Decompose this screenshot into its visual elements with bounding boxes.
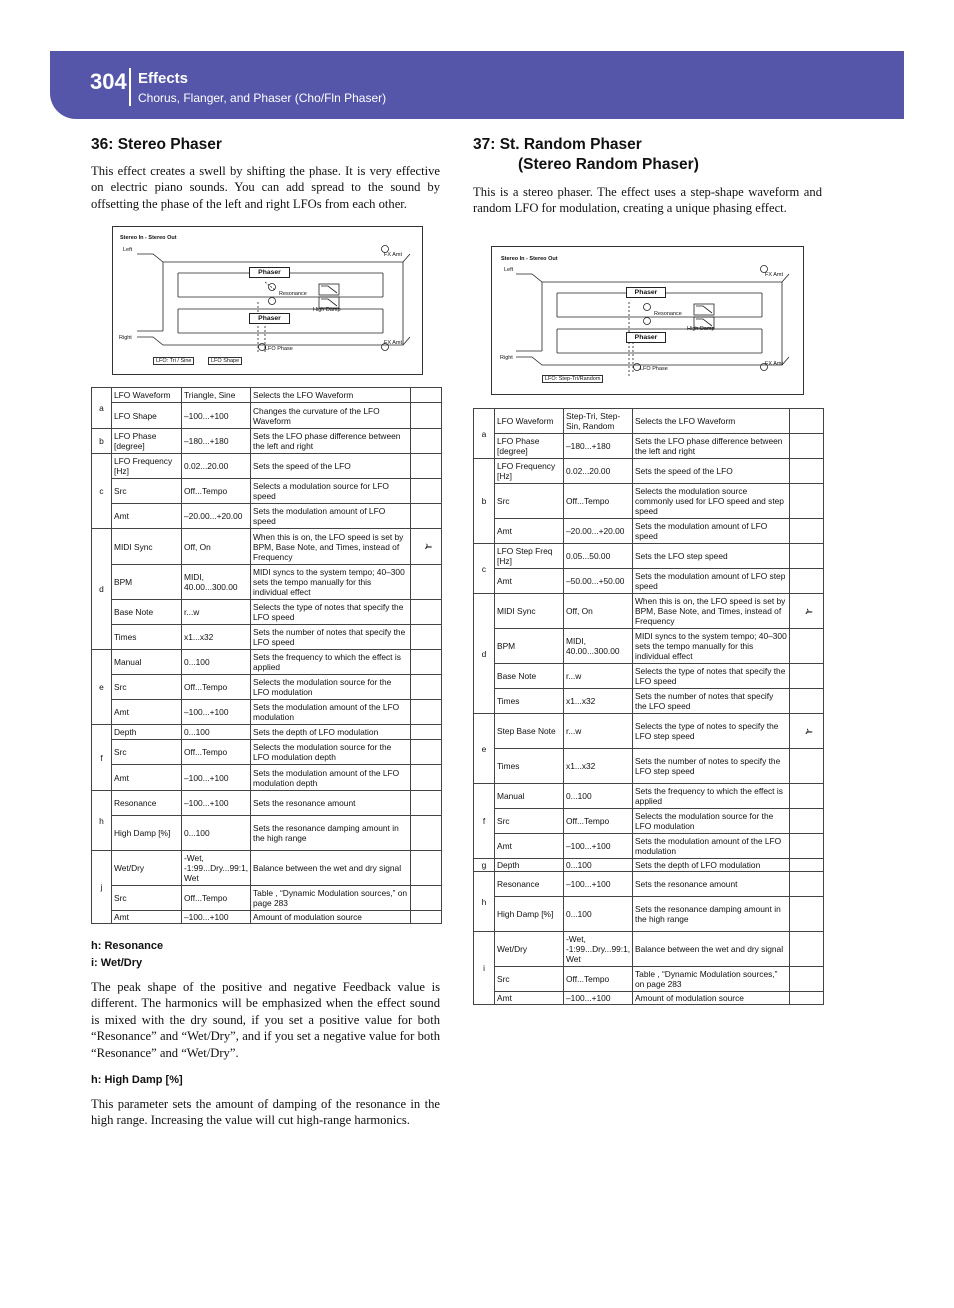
table-row [474,664,824,689]
table-row [92,740,442,765]
param-description: Selects the modulation source for the LFO modulation [633,809,790,834]
group-letter: a [92,388,112,429]
table-row [92,429,442,454]
icon-cell [411,816,442,851]
icon-cell [411,403,442,429]
table-row [474,484,824,519]
param-range: 0.05...50.00 [564,544,633,569]
param-description: Sets the resonance amount [251,791,411,816]
param-range: Off...Tempo [564,809,633,834]
table-row [474,872,824,897]
param-range: Off...Tempo [182,886,251,911]
param-description: Sets the modulation amount of the LFO modulation [633,834,790,859]
param-name: Src [495,967,564,992]
icon-cell [411,851,442,886]
table-row [92,479,442,504]
group-letter: d [92,529,112,650]
icon-cell [790,689,824,714]
param-range: –50.00...+50.00 [564,569,633,594]
param-description: MIDI syncs to the system tempo; 40–300 sets the tempo manually for this individual effect [633,629,790,664]
icon-cell [411,886,442,911]
param-range: Off...Tempo [182,479,251,504]
param-description: Sets the number of notes that specify the LFO speed [251,625,411,650]
param-description: Selects the modulation source for the LFO modulation [251,675,411,700]
param-name: High Damp [%] [112,816,182,851]
param-description: Sets the LFO phase difference between the left and right [251,429,411,454]
group-letter: f [92,725,112,791]
phaser-top-box: Phaser [626,287,666,298]
icon-cell [411,650,442,675]
param-description: Selects the LFO Waveform [251,388,411,403]
param-description: Sets the resonance damping amount in the high range [251,816,411,851]
lfo-wave-label: LFO: Step-Tri/Random [542,375,603,383]
param-range: x1...x32 [564,689,633,714]
resonance-paragraph: The peak shape of the positive and negative Feedback value is different. The harmonics will be emphasized when the effect sound is mixed with the dry sound, if you set a positive value for both “Resonance” and “Wet/Dry”, and if you set a negative value for both “Resonance” and “Wet/Dry”. [91,980,440,1060]
param-description: Balance between the wet and dry signal [633,932,790,967]
icon-cell [411,911,442,924]
param-name: Src [495,484,564,519]
icon-cell [790,749,824,784]
param-name: LFO Step Freq [Hz] [495,544,564,569]
param-name: Src [112,675,182,700]
high-damp-subheading: h: High Damp [%] [91,1074,183,1086]
icon-cell [790,629,824,664]
param-description: Balance between the wet and dry signal [251,851,411,886]
table-row [474,569,824,594]
table-row [92,765,442,791]
fx-amt-bottom-label: FX Amt [765,361,784,367]
icon-cell [790,714,824,749]
param-description: Sets the speed of the LFO [251,454,411,479]
table-row [92,675,442,700]
lfo-phase-label: LFO Phase [640,366,668,372]
param-name: Amt [495,519,564,544]
param-description: Table , “Dynamic Modulation sources,” on page 283 [633,967,790,992]
icon-cell [411,625,442,650]
param-description: Selects the modulation source for the LFO modulation depth [251,740,411,765]
param-name: LFO Frequency [Hz] [112,454,182,479]
page-header [50,51,904,119]
param-name: BPM [495,629,564,664]
icon-cell [790,859,824,872]
high-damp-label: High Damp [313,307,341,313]
table-row [92,565,442,600]
fx-amt-bottom-label: FX Amt [384,340,403,346]
param-name: Amt [495,834,564,859]
param-range: -Wet, -1:99...Dry...99:1, Wet [182,851,251,886]
param-name: Step Base Note [495,714,564,749]
param-name: Amt [112,911,182,924]
group-letter: f [474,784,495,859]
icon-cell [411,765,442,791]
right-channel-label: Right [500,355,513,361]
midi-sync-icon: ♪̶ [424,541,428,552]
group-letter: j [92,851,112,924]
table-row [474,932,824,967]
table-row [92,504,442,529]
param-name: Depth [495,859,564,872]
param-description: MIDI syncs to the system tempo; 40–300 sets the tempo manually for this individual effect [251,565,411,600]
param-description: Amount of modulation source [251,911,411,924]
table-row [474,409,824,434]
param-description: Selects the modulation source commonly used for LFO speed and step speed [633,484,790,519]
param-range: Off...Tempo [564,484,633,519]
param-range: r...w [564,714,633,749]
icon-cell [790,834,824,859]
header-divider [129,68,131,106]
param-name: Manual [495,784,564,809]
lfo-wave-label: LFO: Tri / Sine [153,357,194,365]
param-description: Amount of modulation source [633,992,790,1005]
signal-flow-graphic [113,227,424,376]
table-row [474,897,824,932]
high-damp-paragraph: This parameter sets the amount of damping of the resonance in the high range. Increasing the value will cut high-range harmonics. [91,1097,440,1128]
table-row [474,834,824,859]
icon-cell [790,992,824,1005]
table-row [92,388,442,403]
table-row [92,650,442,675]
group-letter: e [474,714,495,784]
table-row [92,454,442,479]
param-range: r...w [182,600,251,625]
param-range: 0...100 [182,816,251,851]
param-range: –100...+100 [564,872,633,897]
phaser-bottom-box: Phaser [626,332,666,343]
param-description: Sets the frequency to which the effect is applied [633,784,790,809]
icon-cell [411,504,442,529]
table-row [474,629,824,664]
param-description: Sets the speed of the LFO [633,459,790,484]
param-range: Off...Tempo [564,967,633,992]
table-row [92,625,442,650]
icon-cell [790,872,824,897]
param-name: Manual [112,650,182,675]
param-range: Step-Tri, Step-Sin, Random [564,409,633,434]
fx-amt-top-label: FX Amt [384,252,403,258]
param-name: Src [112,740,182,765]
random-phaser-diagram [491,246,804,395]
param-name: High Damp [%] [495,897,564,932]
param-description: Selects the LFO Waveform [633,409,790,434]
table-row [92,911,442,924]
stereo-phaser-parameter-table [91,387,442,924]
param-range: –180...+180 [564,434,633,459]
phaser-top-box: Phaser [249,267,290,278]
io-label: Stereo In - Stereo Out [120,235,177,241]
table-row [474,992,824,1005]
param-description: Sets the depth of LFO modulation [251,725,411,740]
stereo-phaser-diagram [112,226,423,375]
param-description: Sets the LFO phase difference between the left and right [633,434,790,459]
icon-cell [790,784,824,809]
lfo-shape-label: LFO Shape [208,357,242,365]
param-name: Times [495,689,564,714]
table-row [474,784,824,809]
param-range: –180...+180 [182,429,251,454]
param-range: -Wet, -1:99...Dry...99:1, Wet [564,932,633,967]
param-name: Amt [112,765,182,791]
section-title: Effects [138,70,189,87]
param-description: Sets the modulation amount of the LFO modulation [251,700,411,725]
group-letter: e [92,650,112,725]
param-name: Amt [112,504,182,529]
icon-cell [411,529,442,565]
icon-cell [411,388,442,403]
param-name: Resonance [495,872,564,897]
param-description: Selects a modulation source for LFO speed [251,479,411,504]
table-row [474,594,824,629]
group-letter: d [474,594,495,714]
table-row [92,886,442,911]
param-name: Amt [112,700,182,725]
lfo-phase-label: LFO Phase [265,346,293,352]
param-range: –100...+100 [182,791,251,816]
icon-cell [790,434,824,459]
table-row [474,544,824,569]
table-row [474,519,824,544]
group-letter: h [92,791,112,851]
right-channel-label: Right [119,335,132,341]
param-range: r...w [564,664,633,689]
param-range: –100...+100 [564,992,633,1005]
icon-cell [790,459,824,484]
table-row [474,459,824,484]
high-damp-label: High Damp [687,326,715,332]
signal-flow-graphic [492,247,805,396]
resonance-label: Resonance [279,291,307,297]
param-description: Selects the type of notes that specify the LFO speed [633,664,790,689]
icon-cell [411,600,442,625]
param-description: Changes the curvature of the LFO Waveform [251,403,411,429]
param-name: Wet/Dry [112,851,182,886]
param-description: Selects the type of notes that specify the LFO speed [251,600,411,625]
param-description: Sets the depth of LFO modulation [633,859,790,872]
section-subtitle: Chorus, Flanger, and Phaser (Cho/Fln Phaser) [138,91,387,105]
group-letter: c [92,454,112,529]
param-range: MIDI, 40.00...300.00 [182,565,251,600]
table-row [92,403,442,429]
param-name: Times [112,625,182,650]
param-range: –100...+100 [182,765,251,791]
param-name: Base Note [495,664,564,689]
param-name: Depth [112,725,182,740]
group-letter: c [474,544,495,594]
icon-cell [790,664,824,689]
group-letter: i [474,932,495,1005]
resonance-label: Resonance [654,311,682,317]
param-range: –100...+100 [182,700,251,725]
param-range: 0.02...20.00 [564,459,633,484]
fx-amt-top-label: FX Amt [765,272,784,278]
param-name: Amt [495,992,564,1005]
param-name: LFO Frequency [Hz] [495,459,564,484]
param-name: MIDI Sync [495,594,564,629]
table-row [92,600,442,625]
resonance-subheading: h: Resonance [91,940,164,952]
param-name: Amt [495,569,564,594]
random-phaser-title: 37: St. Random Phaser [473,136,642,153]
table-row [474,749,824,784]
icon-cell [790,409,824,434]
param-name: Src [112,886,182,911]
param-name: LFO Shape [112,403,182,429]
phaser-bottom-box: Phaser [249,313,290,324]
param-range: 0...100 [182,650,251,675]
icon-cell [790,594,824,629]
table-row [474,689,824,714]
icon-cell [411,791,442,816]
icon-cell [790,544,824,569]
icon-cell [790,967,824,992]
param-description: Sets the modulation amount of LFO speed [251,504,411,529]
param-range: 0...100 [564,859,633,872]
param-range: Triangle, Sine [182,388,251,403]
random-phaser-title-line2: (Stereo Random Phaser) [518,156,699,173]
icon-cell [411,479,442,504]
param-description: Sets the number of notes that specify the LFO speed [633,689,790,714]
table-row [92,816,442,851]
param-name: Wet/Dry [495,932,564,967]
table-row [92,851,442,886]
param-range: –100...+100 [182,403,251,429]
icon-cell [411,700,442,725]
random-phaser-intro: This is a stereo phaser. The effect uses a step-shape waveform and random LFO for modulation, creating a unique phasing effect. [473,185,822,216]
param-name: Times [495,749,564,784]
param-range: Off, On [564,594,633,629]
param-description: When this is on, the LFO speed is set by BPM, Base Note, and Times, instead of Frequency [251,529,411,565]
param-description: Sets the resonance damping amount in the high range [633,897,790,932]
icon-cell [411,454,442,479]
table-row [92,791,442,816]
table-row [474,714,824,749]
param-range: 0.02...20.00 [182,454,251,479]
param-description: Sets the modulation amount of LFO step speed [633,569,790,594]
random-phaser-parameter-table [473,408,824,1005]
param-range: –20.00...+20.00 [182,504,251,529]
param-name: Src [112,479,182,504]
icon-cell [790,897,824,932]
group-letter: b [474,459,495,544]
left-channel-label: Left [123,247,133,253]
table-row [474,434,824,459]
param-name: LFO Phase [degree] [495,434,564,459]
param-name: Resonance [112,791,182,816]
table-row [474,859,824,872]
group-letter: g [474,859,495,872]
table-row [92,725,442,740]
param-range: –100...+100 [182,911,251,924]
param-description: Sets the modulation amount of the LFO modulation depth [251,765,411,791]
stereo-phaser-intro: This effect creates a swell by shifting the phase. It is very effective on electric piano sounds. You can add spread to the sound by offsetting the phase of the left and right LFOs from each other. [91,164,440,211]
param-name: MIDI Sync [112,529,182,565]
param-name: LFO Waveform [495,409,564,434]
param-name: LFO Phase [degree] [112,429,182,454]
table-row [92,700,442,725]
param-range: 0...100 [564,897,633,932]
icon-cell [790,519,824,544]
page-number: 304 [90,69,127,94]
icon-cell [790,932,824,967]
param-name: LFO Waveform [112,388,182,403]
stereo-phaser-title: 36: Stereo Phaser [91,136,222,153]
param-name: Base Note [112,600,182,625]
param-range: –20.00...+20.00 [564,519,633,544]
icon-cell [790,484,824,519]
midi-sync-icon: ♪̶ [804,605,809,617]
wetdry-subheading: i: Wet/Dry [91,957,143,969]
param-range: 0...100 [564,784,633,809]
param-range: Off...Tempo [182,675,251,700]
param-description: Sets the resonance amount [633,872,790,897]
param-range: Off, On [182,529,251,565]
param-range: x1...x32 [182,625,251,650]
param-description: Sets the modulation amount of LFO speed [633,519,790,544]
left-channel-label: Left [504,267,514,273]
group-letter: h [474,872,495,932]
icon-cell [411,565,442,600]
icon-cell [790,809,824,834]
param-description: When this is on, the LFO speed is set by BPM, Base Note, and Times, instead of Frequency [633,594,790,629]
icon-cell [411,429,442,454]
icon-cell [411,675,442,700]
group-letter: a [474,409,495,459]
param-range: MIDI, 40.00...300.00 [564,629,633,664]
param-description: Sets the LFO step speed [633,544,790,569]
param-range: Off...Tempo [182,740,251,765]
group-letter: b [92,429,112,454]
icon-cell [411,725,442,740]
icon-cell [411,740,442,765]
io-label: Stereo In - Stereo Out [501,256,558,262]
param-name: Src [495,809,564,834]
param-description: Sets the frequency to which the effect is applied [251,650,411,675]
table-row [474,967,824,992]
param-description: Selects the type of notes to specify the LFO step speed [633,714,790,749]
param-range: –100...+100 [564,834,633,859]
midi-sync-icon: ♪̶ [804,725,809,737]
param-name: BPM [112,565,182,600]
icon-cell [790,569,824,594]
table-row [474,809,824,834]
param-description: Sets the number of notes to specify the LFO step speed [633,749,790,784]
param-range: 0...100 [182,725,251,740]
param-range: x1...x32 [564,749,633,784]
param-description: Table , “Dynamic Modulation sources,” on page 283 [251,886,411,911]
table-row [92,529,442,565]
